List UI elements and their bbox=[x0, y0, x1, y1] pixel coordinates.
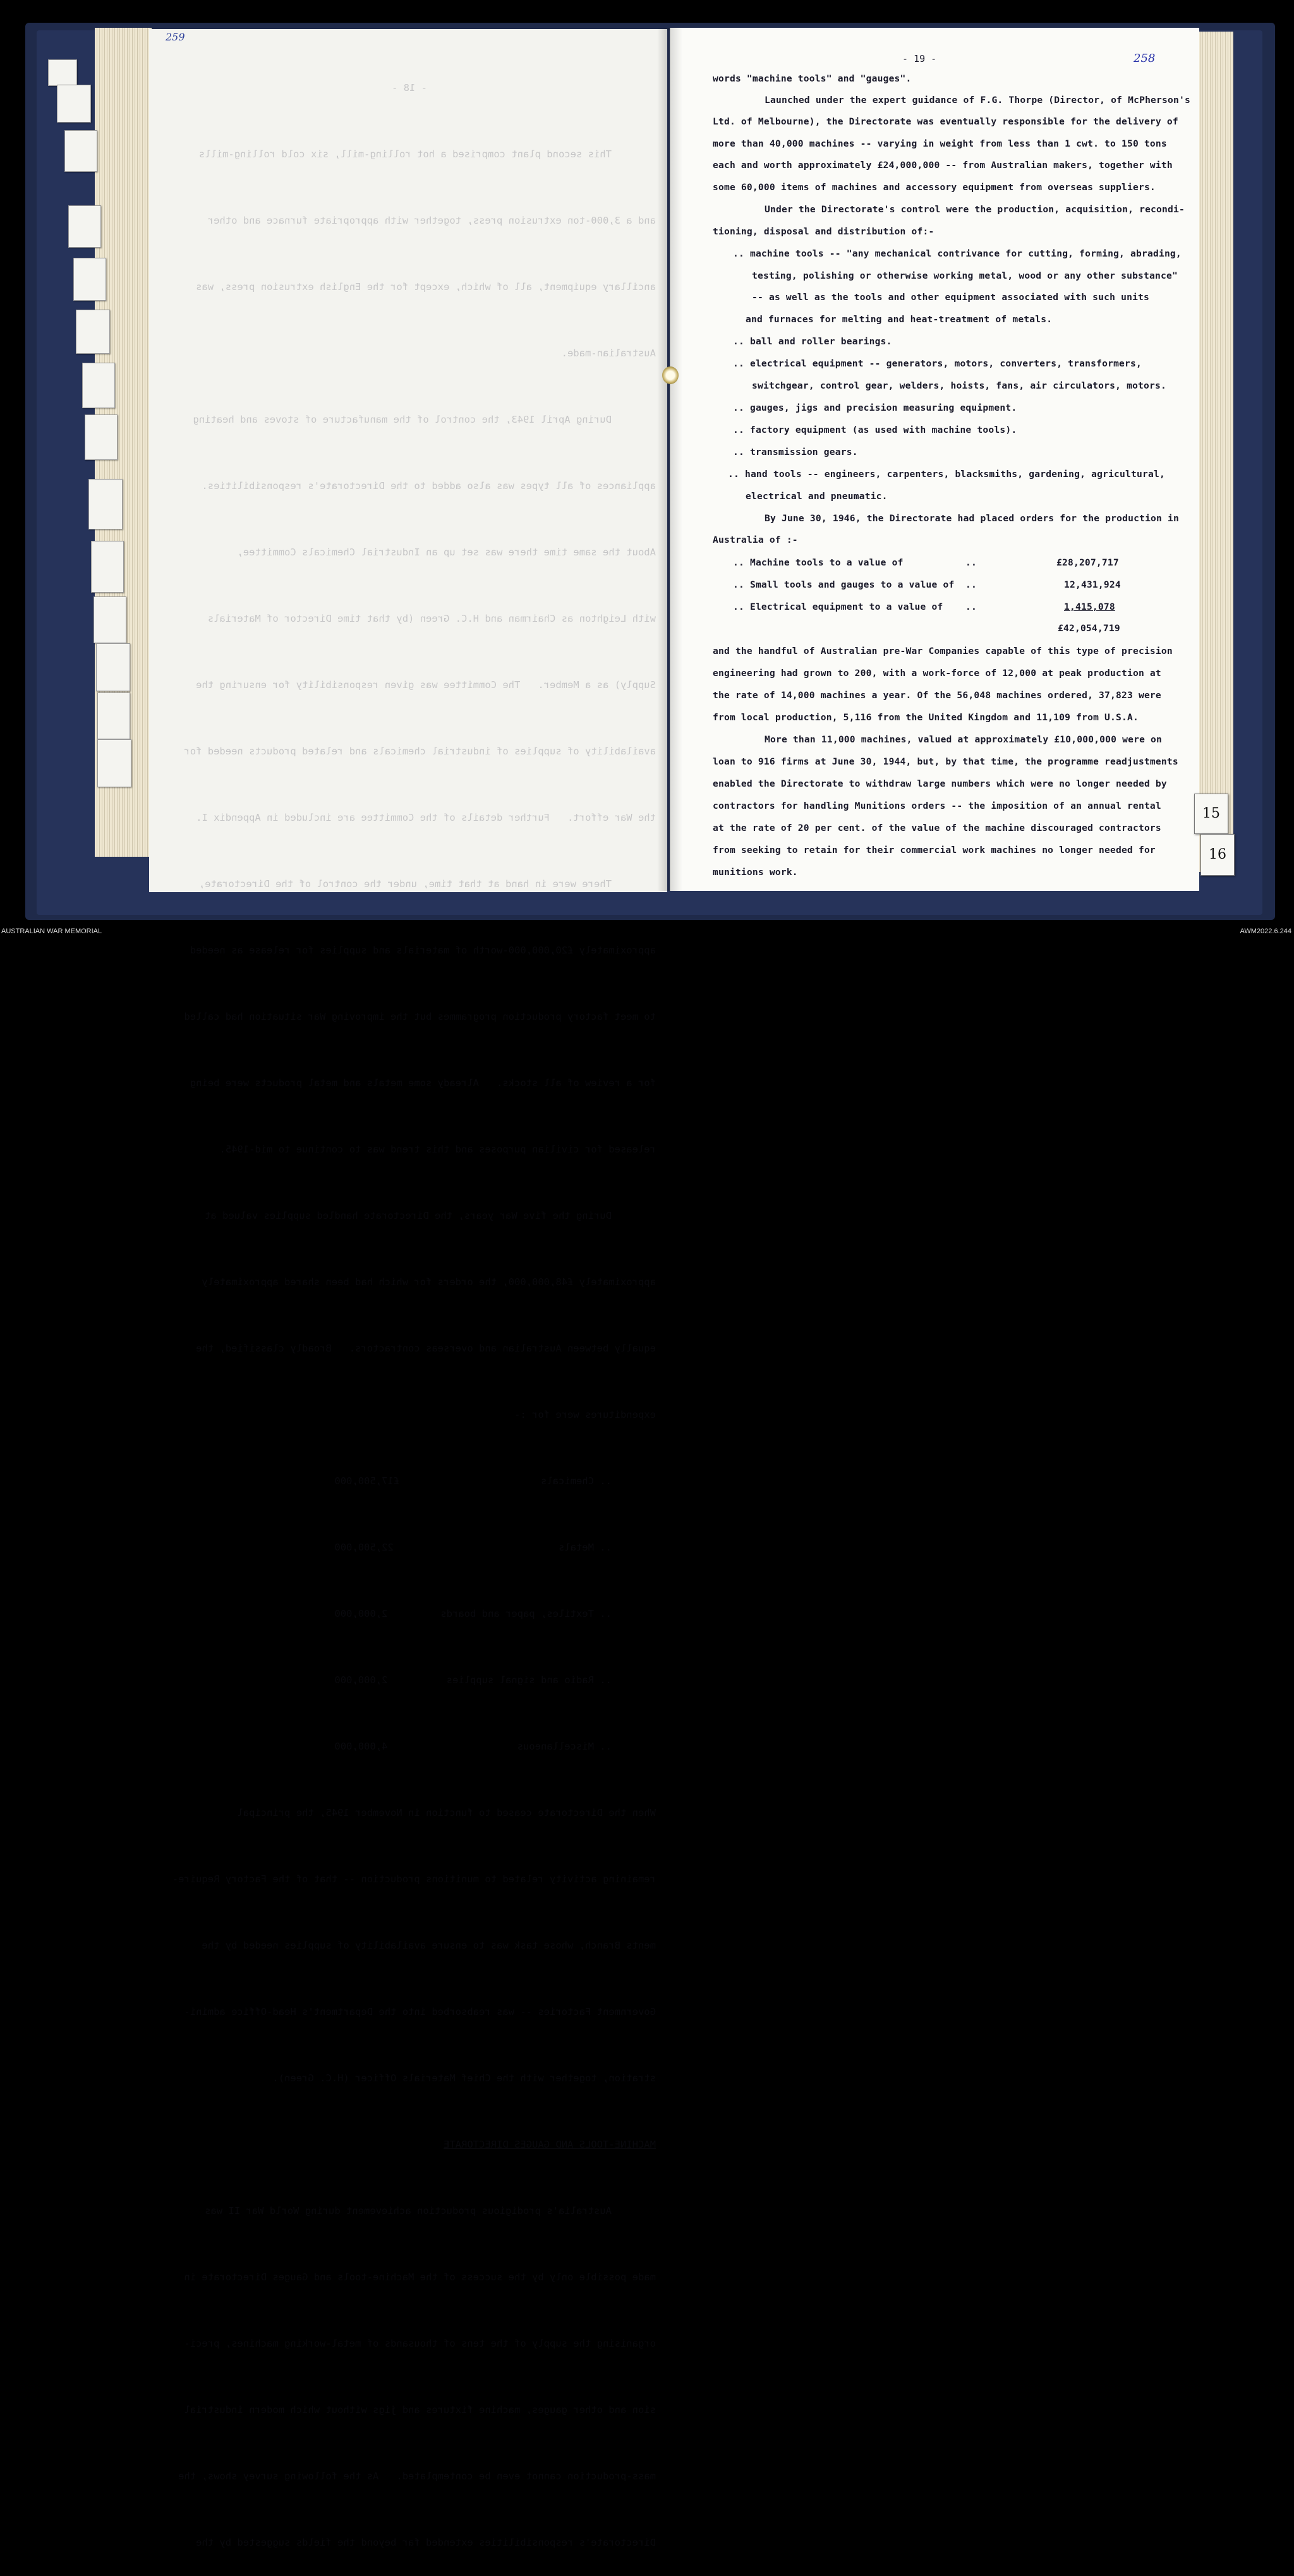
right-line: and the handful of Australian pre-War Companies capable of this type of precision bbox=[713, 646, 1173, 656]
right-line: and furnaces for melting and heat-treatment of metals. bbox=[746, 314, 1053, 325]
left-line: and a 3,000-ton extrusion press, together with appropriate furnace and other bbox=[207, 215, 656, 226]
left-line: with Leighton as Chairman and H.C. Green (by that time Director of Materials bbox=[207, 613, 656, 624]
right-line: .. hand tools -- engineers, carpenters, blacksmiths, gardening, agricultural, bbox=[728, 469, 1165, 480]
right-line: engineering had grown to 200, with a work-force of 12,000 at peak production at bbox=[713, 668, 1161, 679]
orders-value: £28,207,717 bbox=[1056, 557, 1119, 568]
right-line: -- as well as the tools and other equipment associated with such units bbox=[752, 292, 1150, 303]
left-line: the War effort. Further details of the Committee are included in Appendix I. bbox=[196, 812, 656, 823]
right-line: .. gauges, jigs and precision measuring equipment. bbox=[733, 402, 1017, 413]
left-line: organising the supply of the tens of thousands of metal-working machines, preci- bbox=[184, 2338, 656, 2349]
right-line: more than 40,000 machines -- varying in weight from less than 1 cwt. to 150 tons bbox=[713, 138, 1167, 149]
right-page-number: - 19 - bbox=[902, 53, 937, 64]
page-tag-15[interactable]: 15 bbox=[1194, 794, 1228, 834]
left-line: About the same time there was set up an Industrial Chemicals Committee, bbox=[237, 547, 656, 558]
right-line: each and worth approximately £24,000,000 -- from Australian makers, together with bbox=[713, 160, 1173, 171]
orders-value: 12,431,924 bbox=[1064, 579, 1121, 590]
right-line: Ltd. of Melbourne), the Directorate was eventually responsible for the delivery of bbox=[713, 116, 1178, 127]
left-line: Australian-made. bbox=[561, 348, 656, 359]
right-line: the rate of 14,000 machines a year. Of the 56,048 machines ordered, 37,823 were bbox=[713, 690, 1161, 701]
left-line: .. Textiles, paper and boards 2,000,000 bbox=[334, 1608, 612, 1619]
left-page-number: - 18 - bbox=[392, 82, 427, 94]
left-line: During April 1943, the control of the manufacture of stoves and heating bbox=[193, 414, 612, 425]
left-line: for a review of all stocks. Already some metals and metal products were being bbox=[190, 1077, 656, 1089]
left-line: .. Metals 22,500,000 bbox=[334, 1542, 612, 1553]
right-line: By June 30, 1946, the Directorate had placed orders for the production in bbox=[765, 513, 1179, 524]
orders-sep: .. bbox=[965, 602, 977, 612]
left-margin-note: 259 bbox=[166, 31, 185, 43]
left-page-text bbox=[163, 33, 656, 2576]
left-line: equally between Australian and overseas contractors. Broadly classified, the bbox=[196, 1343, 656, 1354]
right-line: from seeking to retain for their commercial work machines no longer needed for bbox=[713, 845, 1156, 856]
left-line: ments Branch, whose task was to ensure availability of supplies needed by the bbox=[202, 1940, 656, 1951]
left-line: Australia's prodigious production achievement during World War II was bbox=[205, 2205, 612, 2216]
right-line: Launched under the expert guidance of F.G. Thorpe (Director, of McPherson's bbox=[765, 95, 1190, 106]
index-tab[interactable] bbox=[91, 541, 124, 593]
binding-hole bbox=[662, 366, 679, 384]
index-tab[interactable] bbox=[48, 59, 77, 86]
index-tab[interactable] bbox=[76, 310, 110, 354]
page-tag-16[interactable]: 16 bbox=[1200, 834, 1235, 876]
left-line: Government Factories -- was reabsorbed into the Department's Head-Office admini- bbox=[184, 2006, 656, 2017]
right-line: loan to 916 firms at June 30, 1944, but, by that time, the programme readjustments bbox=[713, 756, 1178, 767]
right-line: .. machine tools -- "any mechanical contrivance for cutting, forming, abrading, bbox=[733, 248, 1182, 259]
left-line: When the Directorate ceased to function in November 1945, the principal bbox=[237, 1807, 656, 1818]
left-line: stration, together with the Chief Materials Officer (H.C. Green). bbox=[272, 2072, 656, 2084]
left-line: mass-production cannot even be contemplated. As the following survey shows, the bbox=[178, 2470, 656, 2482]
left-line: availability of supplies of industrial chemicals and related products needed for bbox=[184, 746, 656, 757]
left-line: There were in hand at that time, under the control of the Directorate, bbox=[198, 878, 612, 890]
left-line: to meet factory production programmes but the improving War situation had called bbox=[184, 1011, 656, 1022]
right-line: switchgear, control gear, welders, hoists, fans, air circulators, motors. bbox=[752, 380, 1166, 391]
index-tab[interactable] bbox=[64, 130, 97, 172]
right-line: testing, polishing or otherwise working metal, wood or any other substance" bbox=[752, 270, 1178, 281]
left-line: .. Radio and signal supplies 2,000,000 bbox=[334, 1674, 612, 1686]
left-line: remaining activity related to munitions production -- that of the Factory Require- bbox=[172, 1873, 656, 1885]
right-line: .. transmission gears. bbox=[733, 447, 858, 457]
left-line: expenditures were for :- bbox=[514, 1409, 656, 1420]
left-line: sion and other gauges, machine fixtures and jigs without which modern industrial bbox=[184, 2404, 656, 2416]
index-tab[interactable] bbox=[97, 692, 130, 739]
orders-total: £42,054,719 bbox=[1058, 623, 1120, 634]
right-line: words "machine tools" and "gauges". bbox=[713, 73, 912, 84]
right-line: electrical and pneumatic. bbox=[746, 491, 888, 502]
index-tab[interactable] bbox=[85, 414, 118, 460]
handwritten-folio: 258 bbox=[1134, 52, 1156, 65]
right-line: tioning, disposal and distribution of:- bbox=[713, 226, 934, 237]
right-line: enabled the Directorate to withdraw large numbers which were no longer needed by bbox=[713, 778, 1167, 789]
left-line: made possible only by the success of the Machine-tools and Gauges Directorate in bbox=[184, 2271, 656, 2283]
index-tab[interactable] bbox=[82, 363, 115, 408]
right-line: Australia of :- bbox=[713, 535, 798, 545]
right-line: contractors for handling Munitions orders -- the imposition of an annual rental bbox=[713, 801, 1161, 811]
index-tab[interactable] bbox=[97, 739, 131, 787]
right-line: some 60,000 items of machines and accessory equipment from overseas suppliers. bbox=[713, 182, 1156, 193]
left-heading: MACHINE-TOOLS AND GAUGES DIRECTORATE bbox=[444, 2139, 656, 2150]
right-line: from local production, 5,116 from the United Kingdom and 11,109 from U.S.A. bbox=[713, 712, 1139, 723]
orders-sep: .. bbox=[965, 579, 977, 590]
orders-item: .. Machine tools to a value of bbox=[733, 557, 904, 568]
left-line: approximately £20,000,000-worth of materials and supplies for release as needed bbox=[190, 945, 656, 956]
right-line: at the rate of 20 per cent. of the value of the machine discouraged contractors bbox=[713, 823, 1161, 833]
orders-item: .. Small tools and gauges to a value of bbox=[733, 579, 955, 590]
left-line: .. Miscellaneous 4,000,000 bbox=[334, 1741, 612, 1752]
left-line: ancillary equipment, all of which, except for the English extrusion press, was bbox=[196, 281, 656, 293]
index-tab[interactable] bbox=[94, 596, 126, 643]
right-line: Under the Directorate's control were the production, acquisition, recondi- bbox=[765, 204, 1185, 215]
left-line: .. Chemicals £17,500,000 bbox=[334, 1475, 612, 1487]
orders-value: 1,415,078 bbox=[1064, 602, 1115, 612]
right-line: munitions work. bbox=[713, 867, 798, 878]
orders-item: .. Electrical equipment to a value of bbox=[733, 602, 943, 612]
left-line: During the five War years, the Directorate handled supplies valued at bbox=[205, 1210, 612, 1221]
left-line: appliances of all types was also added to the Directorate's responsibilities. bbox=[202, 480, 656, 492]
index-tab[interactable] bbox=[68, 205, 101, 248]
right-line: .. factory equipment (as used with machine tools). bbox=[733, 425, 1017, 435]
left-line: released for civilian purposes and this trend was to continue to mid-1945. bbox=[219, 1144, 656, 1155]
index-tab[interactable] bbox=[57, 85, 91, 123]
right-line: More than 11,000 machines, valued at approximately £10,000,000 were on bbox=[765, 734, 1163, 745]
right-line: .. ball and roller bearings. bbox=[733, 336, 892, 347]
footer-accession: AWM2022.6.244 bbox=[1240, 928, 1291, 935]
index-tab[interactable] bbox=[88, 479, 123, 529]
right-line: .. electrical equipment -- generators, motors, converters, transformers, bbox=[733, 358, 1142, 369]
index-tab[interactable] bbox=[73, 258, 106, 301]
left-line: Directorate's responsibilities extended far beyond the fields suggested by the bbox=[196, 2537, 656, 2548]
left-line: This second plant comprised a hot rolling-mill, six cold rolling-mills bbox=[198, 148, 612, 160]
index-tab[interactable] bbox=[96, 643, 130, 691]
left-line: approximately £48,000,000, the orders for which had been shared approximately bbox=[202, 1276, 656, 1288]
orders-sep: .. bbox=[965, 557, 977, 568]
book-gutter bbox=[657, 28, 682, 891]
footer-credit: AUSTRALIAN WAR MEMORIAL bbox=[1, 928, 102, 935]
left-line: Supply) as a Member. The Committee was given responsibility for ensuring the bbox=[196, 679, 656, 691]
